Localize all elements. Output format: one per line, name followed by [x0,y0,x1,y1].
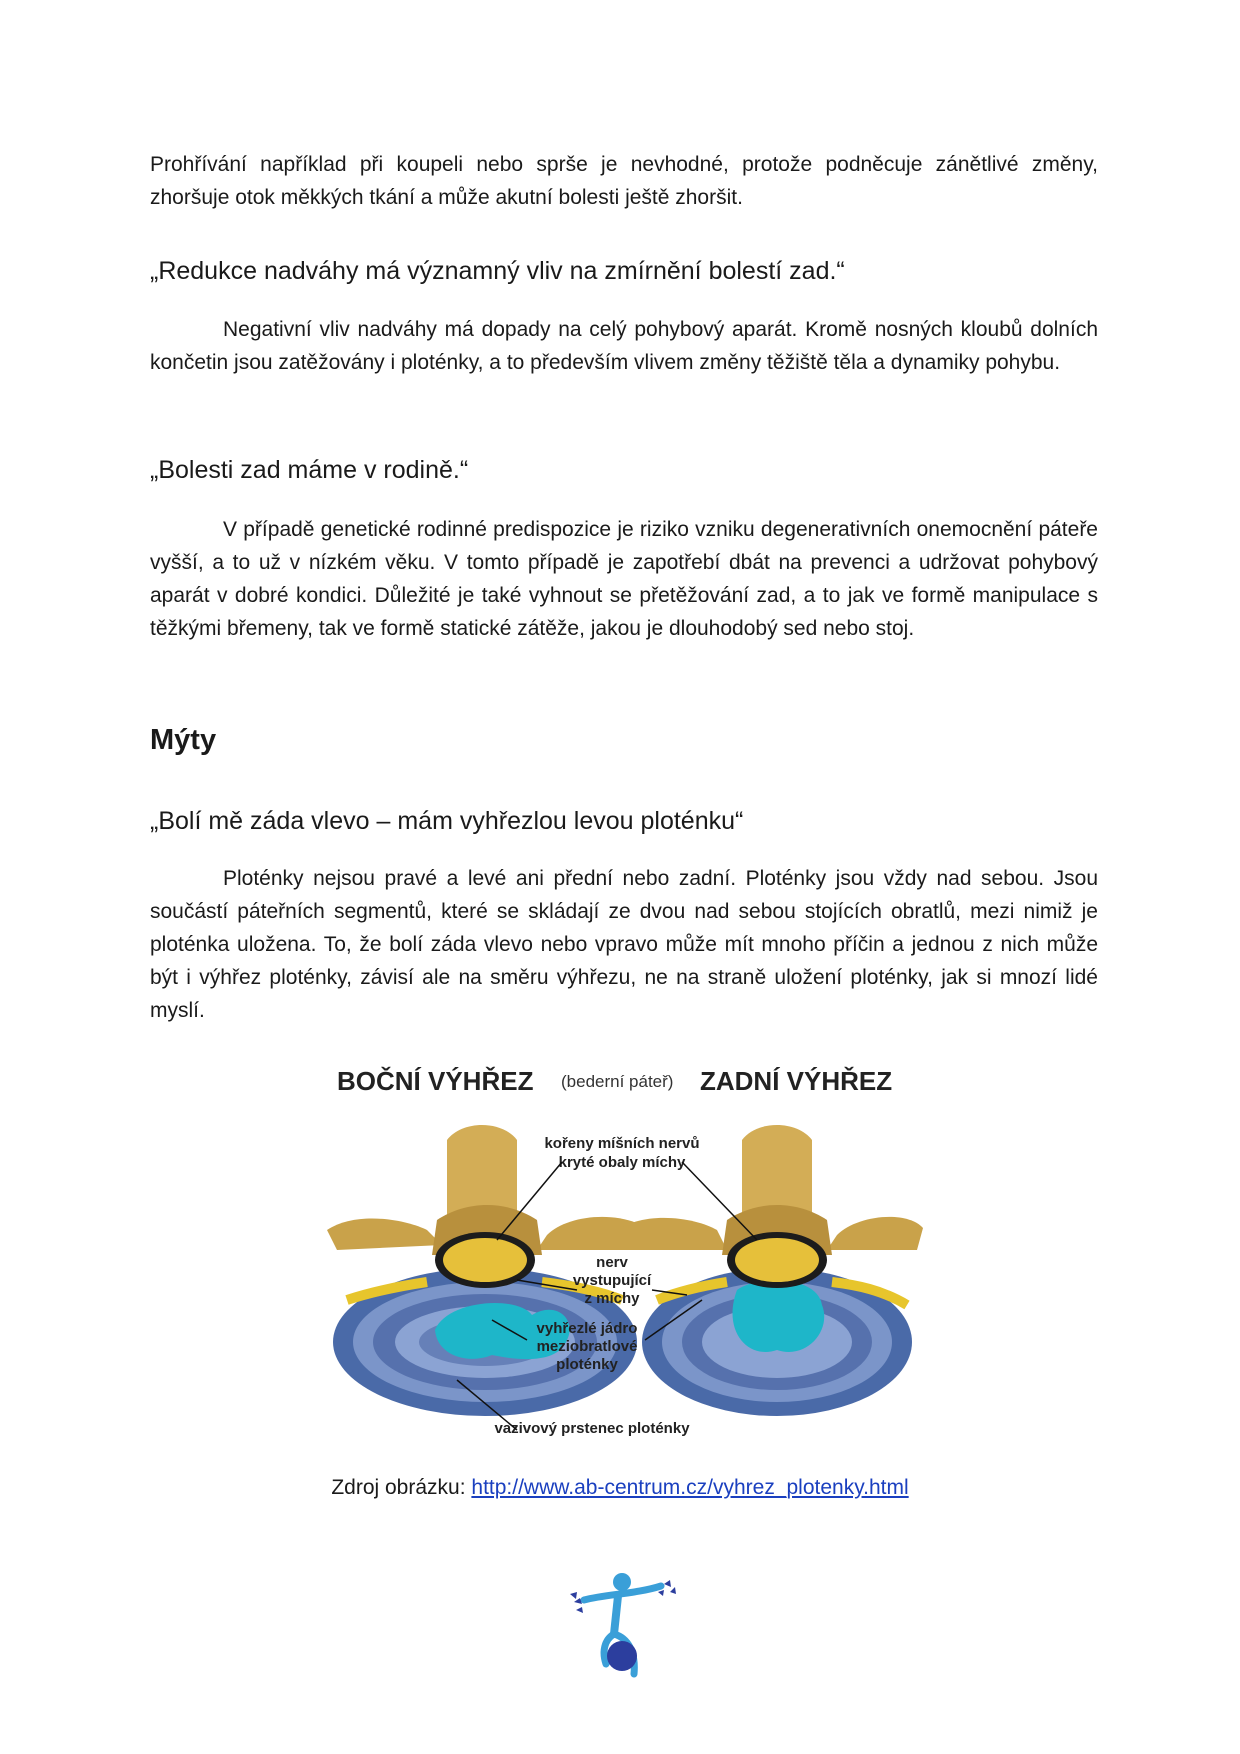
disc-herniation-figure [317,1050,927,1442]
paragraph-discs: Ploténky nejsou pravé a levé ani přední nebo zadní. Ploténky jsou vždy nad sebou. Jsou součástí páteřních segmentů, které se skládají ze dvou nad sebou stojících obratlů, mezi nimiž je ploténka uložena. To, že bolí záda vlevo nebo vpravo může mít mnoho příčin a jednou z nich může být i výhřez ploténky, závisí ale na směru výhřezu, ne na straně uložení ploténky, jak si mnozí lidé myslí. [150,867,1098,1022]
quote-overweight: „Redukce nadváhy má významný vliv na zmírnění bolestí zad.“ [150,257,845,285]
figure-title-left: BOČNÍ VÝHŘEZ [337,1066,534,1096]
label-nerve-2: vystupující [572,1272,652,1289]
heading-myths: Mýty [150,724,217,756]
paragraph-heat: Prohřívání například při koupeli nebo sprše je nevhodné, protože podněcuje zánětlivé změny, zhoršuje otok měkkých tkání a může akutní bolesti ještě zhoršit. [150,153,1098,209]
label-nucleus-2: meziobratlové [536,1338,638,1355]
paragraph-genetics: V případě genetické rodinné predispozice je riziko vzniku degenerativních onemocnění páteře vyšší, a to už v nízkém věku. V tomto případě je zapotřebí dbát na prevenci a udržovat pohybový aparát v dobré kondici. Důležité je také vyhnout se přetěžování zad, a to jak ve formě manipulace s těžkými břemeny, tak ve formě statické zátěže, jakou je dlouhodobý sed nebo stoj. [150,518,1098,640]
label-roots-1: kořeny míšních nervů [544,1135,700,1152]
label-nerve-1: nerv [596,1254,628,1271]
label-nucleus-3: ploténky [556,1356,618,1373]
label-nerve-3: z míchy [584,1290,640,1307]
quote-family: „Bolesti zad máme v rodině.“ [150,456,469,484]
label-roots-2: kryté obaly míchy [558,1154,686,1171]
organization-logo [566,1572,676,1682]
figure-title-middle: (bederní páteř) [561,1072,674,1091]
figure-title-right: ZADNÍ VÝHŘEZ [700,1066,893,1096]
paragraph-overweight: Negativní vliv nadváhy má dopady na celý pohybový aparát. Kromě nosných kloubů dolních končetin jsou zatěžovány i ploténky, a to především vlivem změny těžiště těla a dynamiky pohybu. [150,318,1098,374]
source-link[interactable]: http://www.ab-centrum.cz/vyhrez_plotenky.html [471,1476,909,1499]
caption-prefix: Zdroj obrázku: [331,1476,472,1499]
figure-caption [0,1476,1240,1500]
label-nucleus-1: vyhřezlé jádro [536,1320,638,1337]
quote-left-disc: „Bolí mě záda vlevo – mám vyhřezlou levou ploténku“ [150,807,744,835]
label-ring: vazivový prstenec ploténky [494,1420,690,1437]
